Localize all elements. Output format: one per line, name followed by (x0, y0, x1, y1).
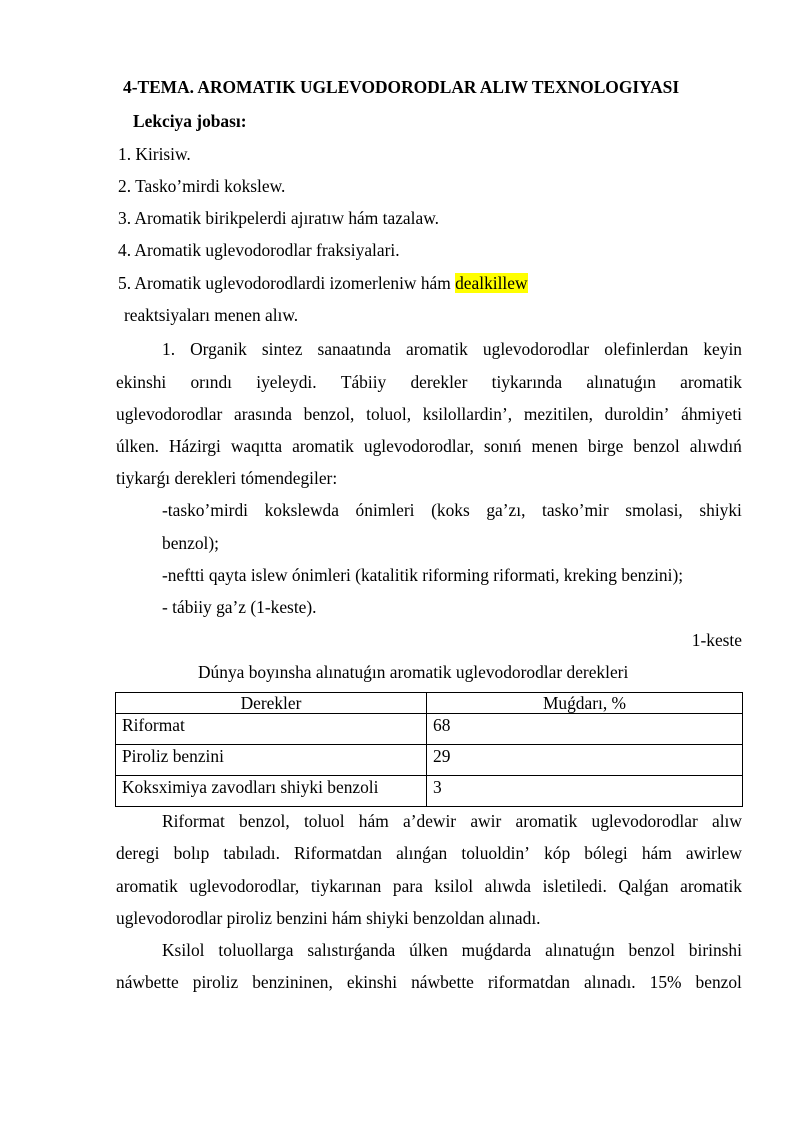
word: alıwdıń (689, 436, 742, 456)
sources-table (115, 692, 743, 807)
word: alınatuǵın (586, 372, 656, 392)
word: benzol (695, 972, 742, 992)
word: kokslewda (264, 500, 339, 520)
word: isletiledi. (542, 876, 607, 896)
word: para (392, 876, 423, 896)
word: uglevodorodlar (591, 811, 698, 831)
word: Ksilol (162, 940, 205, 960)
table-header-row (116, 693, 743, 714)
word: tiykarında (491, 372, 563, 392)
word: riformatdan (487, 972, 570, 992)
table-cell: Piroliz benzini (116, 745, 427, 776)
paragraph-1-line-5: tiykarǵı derekleri tómendegiler: (116, 468, 338, 488)
word: arasında (233, 404, 292, 424)
plan-item-5-text: 5. Aromatik uglevodorodlardi izomerleniw hám (118, 273, 456, 293)
paragraph-1-line-2 (116, 372, 742, 392)
word: náwbette (411, 972, 474, 992)
word: toluoldin’ (461, 843, 530, 863)
word: duroldin’ (604, 404, 670, 424)
table-cell: 29 (427, 745, 743, 776)
word: uglevodorodlar (116, 404, 223, 424)
word: keyin (703, 339, 742, 359)
plan-item-4: 4. Aromatik uglevodorodlar fraksiyalari. (118, 240, 400, 260)
word: sanaatında (317, 339, 391, 359)
word: alınatuǵın (545, 940, 615, 960)
word: áhmiyeti (681, 404, 742, 424)
word: alınǵan (396, 843, 448, 863)
plan-item-5-continuation: reaktsiyaları menen alıw. (124, 305, 299, 325)
table-header-cell: Muǵdarı, % (427, 693, 743, 714)
word: alıwda (484, 876, 531, 896)
word: aromatik (680, 372, 742, 392)
word: benzol, (303, 404, 355, 424)
word: benzol (633, 436, 680, 456)
word: tabıladı. (223, 843, 280, 863)
table-row (116, 714, 743, 745)
bullet-1-line-1 (162, 500, 742, 520)
word: ónimleri (355, 500, 415, 520)
word: sonıń (483, 436, 522, 456)
paragraph-2-line-4: uglevodorodlar piroliz benzini hám shiyki benzoldan alınadı. (116, 908, 541, 928)
word: awirlew (685, 843, 742, 863)
word: uglevodorodlar, (189, 876, 300, 896)
plan-item-3: 3. Aromatik birikpelerdi ajıratıw hám tazalaw. (118, 208, 439, 228)
word: toluol (303, 811, 345, 831)
word: Riformat (162, 811, 225, 831)
word: Qalǵan (618, 876, 669, 896)
plan-item-1: 1. Kirisiw. (118, 144, 191, 164)
page-title: 4-TEMA. AROMATIK UGLEVODORODLAR ALIW TEXNOLOGIYASI (123, 77, 680, 97)
word: aromatik (680, 876, 742, 896)
paragraph-2-line-1 (162, 811, 742, 831)
paragraph-2-line-2 (116, 843, 742, 863)
word: piroliz (192, 972, 239, 992)
table-cell: 68 (427, 714, 743, 745)
table-cell: Riformat (116, 714, 427, 745)
word: aromatik (406, 339, 468, 359)
paragraph-3-line-2 (116, 972, 742, 992)
word: birge (587, 436, 624, 456)
word: tiykarınan (310, 876, 382, 896)
word: Tábiiy (340, 372, 387, 392)
word: kóp (544, 843, 571, 863)
plan-item-2: 2. Tasko’mirdi kokslew. (118, 176, 286, 196)
plan-heading: Lekciya jobası: (133, 111, 247, 131)
word: shiyki (699, 500, 742, 520)
word: náwbette (116, 972, 179, 992)
word: hám (641, 843, 672, 863)
table-cell: 3 (427, 776, 743, 807)
paragraph-1-line-3 (116, 404, 742, 424)
bullet-1-line-2: benzol); (162, 533, 219, 553)
word: deregi (116, 843, 160, 863)
word: uglevodorodlar (482, 339, 590, 359)
word: Riformatdan (294, 843, 382, 863)
table-row (116, 745, 743, 776)
word: uglevodorodlar, (363, 436, 474, 456)
word: tasko’mir (542, 500, 609, 520)
word: aromatik (292, 436, 354, 456)
word: toluol, (366, 404, 412, 424)
word: úlken. (116, 436, 159, 456)
word: smolasi, (625, 500, 683, 520)
word: olefinlerdan (604, 339, 689, 359)
word: menen (531, 436, 578, 456)
bullet-2: -neftti qayta islew ónimleri (katalitik riforming riformati, kreking benzini); (162, 565, 684, 585)
word: ekinshi (346, 972, 398, 992)
paragraph-1-line-1 (162, 339, 742, 359)
word: hám (358, 811, 389, 831)
paragraph-3-line-1 (162, 940, 742, 960)
word: aromatik (515, 811, 578, 831)
bullet-3: - tábiiy ga’z (1-keste). (162, 597, 317, 617)
table-row (116, 776, 743, 807)
word: ksilollardin’, (422, 404, 513, 424)
word: salıstırǵanda (307, 940, 396, 960)
word: úlken (409, 940, 448, 960)
plan-item-5 (118, 273, 528, 293)
word: ksilol (434, 876, 474, 896)
word: -tasko’mirdi (162, 500, 248, 520)
word: orındı (190, 372, 233, 392)
paragraph-1-line-4 (116, 436, 742, 456)
word: ga’zı, (486, 500, 526, 520)
word: muǵdarda (461, 940, 532, 960)
word: bólegi (584, 843, 628, 863)
word: alıw (712, 811, 742, 831)
word: waqıtta (230, 436, 283, 456)
word: benzol (628, 940, 675, 960)
word: 1. (162, 339, 176, 359)
table-caption: Dúnya boyınsha alınatuǵın aromatik uglevodorodlar derekleri (198, 662, 629, 682)
word: benzol, (239, 811, 290, 831)
word: awir (470, 811, 502, 831)
table-label: 1-keste (691, 630, 742, 650)
word: sintez (261, 339, 303, 359)
highlighted-term: dealkillew (455, 273, 528, 293)
word: iyeleydi. (256, 372, 317, 392)
word: ekinshi (116, 372, 167, 392)
word: 15% (649, 972, 682, 992)
word: bolıp (173, 843, 210, 863)
word: mezitilen, (523, 404, 593, 424)
word: aromatik (116, 876, 178, 896)
word: (koks (431, 500, 470, 520)
word: Organik (190, 339, 247, 359)
word: toluollarga (218, 940, 294, 960)
word: derekler (410, 372, 468, 392)
word: Házirgi (169, 436, 221, 456)
word: alınadı. (583, 972, 636, 992)
table-header-cell: Derekler (116, 693, 427, 714)
word: benzininen, (252, 972, 333, 992)
paragraph-2-line-3 (116, 876, 742, 896)
word: a’dewir (402, 811, 457, 831)
word: birinshi (688, 940, 742, 960)
table-cell: Koksximiya zavodları shiyki benzoli (116, 776, 427, 807)
